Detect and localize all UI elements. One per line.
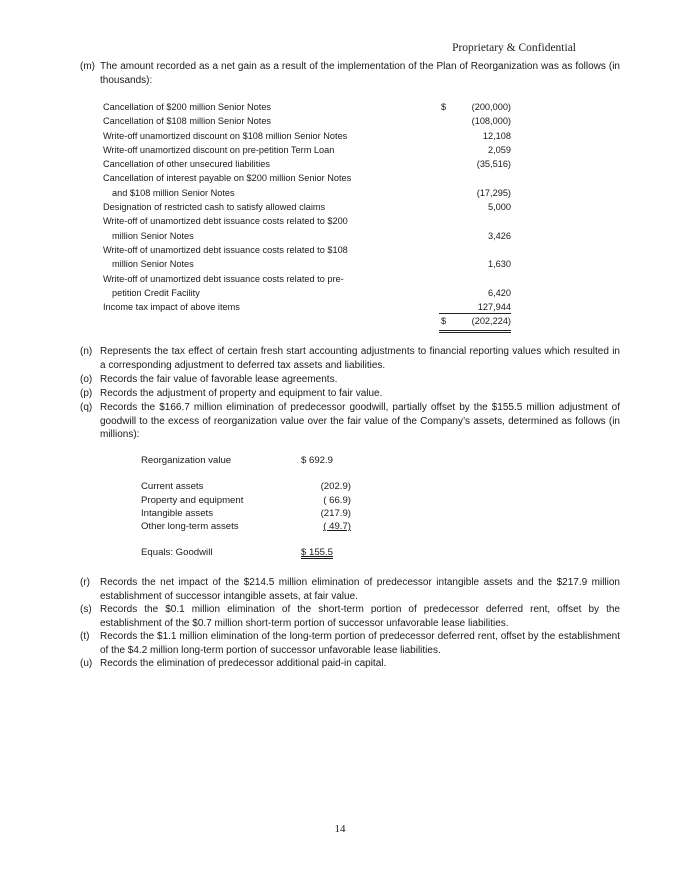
row-description	[103, 171, 403, 200]
goodwill-amount: $ 155.5	[301, 547, 334, 559]
row-amount: (200,000)	[471, 102, 511, 112]
gain-table	[103, 100, 523, 329]
row-amount: 6,420	[488, 287, 511, 298]
row-description: Cancellation of $200 million Senior Notes	[103, 102, 272, 112]
note-label: (n)	[80, 346, 93, 357]
note-text: The amount recorded as a net gain as a result of the implementation of the Plan of Reorganization was as follows (in thousands):	[100, 61, 620, 86]
table-row	[103, 100, 523, 114]
table-row	[103, 114, 523, 128]
table-row	[103, 200, 523, 214]
row-label: Property and equipment	[141, 494, 244, 506]
row-description: Income tax impact of above items	[103, 302, 240, 313]
currency-symbol: $	[441, 102, 447, 112]
row-description-line1: Cancellation of interest payable on $200 million Senior Notes	[103, 173, 352, 184]
table-row	[103, 214, 523, 243]
note-text: Records the $166.7 million elimination of predecessor goodwill, partially offset by the $155.5 million adjustment of goodwill to the excess of reorganization value over the fair value of the Company’s assets, determined as follows (in millions):	[100, 402, 620, 441]
note-m	[80, 60, 620, 87]
row-description: Designation of restricted cash to satisfy allowed claims	[103, 202, 326, 213]
table-row	[103, 129, 523, 143]
row-label: Current assets	[141, 481, 204, 493]
row-amount: 127,944	[477, 302, 511, 313]
row-amount: 12,108	[482, 130, 511, 141]
confidentiality-header: Proprietary & Confidential	[452, 42, 576, 54]
row-description-line1: Write-off of unamortized debt issuance costs related to pre-	[103, 273, 344, 284]
note-n	[80, 345, 620, 372]
note-text: Records the $0.1 million elimination of the short-term portion of predecessor deferred rent, offset by the establishment of the $0.7 million short-term portion of successor unfavorable lease liabilities.	[100, 604, 620, 629]
table-row	[103, 171, 523, 200]
row-description-line2: million Senior Notes	[112, 259, 194, 270]
row-amount: ( 66.9)	[323, 494, 351, 506]
note-u	[80, 657, 620, 671]
currency-symbol: $	[441, 316, 447, 327]
note-label: (u)	[80, 658, 93, 669]
note-p	[80, 387, 620, 401]
note-text: Records the elimination of predecessor additional paid-in capital.	[100, 658, 387, 669]
note-o	[80, 373, 620, 387]
row-amount: 3,426	[488, 230, 511, 241]
row-label: Other long-term assets	[141, 521, 239, 533]
table-total-row	[103, 314, 523, 328]
table-row	[103, 243, 523, 272]
note-text: Records the net impact of the $214.5 million elimination of predecessor intangible assets and the $217.9 million establishment of successor intangible assets, at fair value.	[100, 577, 620, 602]
table-row	[141, 454, 361, 467]
table-row	[103, 300, 523, 314]
table-total-row	[141, 546, 361, 559]
table-row	[141, 507, 361, 520]
note-s	[80, 603, 620, 630]
total-double-underline	[439, 330, 511, 333]
note-text: Records the fair value of favorable lease agreements.	[100, 374, 338, 385]
row-description: Write-off unamortized discount on $108 million Senior Notes	[103, 130, 348, 141]
row-description-line2: million Senior Notes	[112, 230, 194, 241]
row-amount: 1,630	[488, 259, 511, 270]
note-text: Records the $1.1 million elimination of the long-term portion of predecessor deferred rent, offset by the establishment of the $4.2 million long-term portion of successor unfavorable lease liabilities.	[100, 631, 620, 656]
note-label: (t)	[80, 631, 90, 642]
row-amount: (17,295)	[476, 187, 511, 198]
row-description-line1: Write-off of unamortized debt issuance costs related to $200	[103, 216, 348, 227]
note-label: (p)	[80, 388, 93, 399]
spacer	[141, 467, 361, 480]
note-q	[80, 401, 620, 442]
spacer	[141, 533, 361, 546]
note-label: (r)	[80, 577, 90, 588]
row-description-line2: petition Credit Facility	[112, 287, 200, 298]
page-number: 14	[334, 823, 346, 835]
row-amount: 2,059	[488, 144, 511, 155]
note-text: Represents the tax effect of certain fresh start accounting adjustments to financial reporting values which resulted in a corresponding adjustment to deferred tax assets and liabilities.	[100, 346, 620, 371]
row-description	[103, 214, 403, 243]
table-row	[141, 480, 361, 493]
row-amount: ( 49.7)	[323, 521, 351, 533]
row-amount: 5,000	[488, 202, 511, 213]
row-description-line2: and $108 million Senior Notes	[112, 187, 235, 198]
row-description	[103, 243, 403, 272]
note-label: (s)	[80, 604, 92, 615]
note-text: Records the adjustment of property and equipment to fair value.	[100, 388, 383, 399]
reorganization-value-label: Reorganization value	[141, 455, 232, 466]
row-amount: (217.9)	[320, 507, 351, 519]
note-label: (o)	[80, 374, 93, 385]
note-label: (m)	[80, 61, 95, 72]
table-row	[141, 520, 361, 533]
row-description	[103, 272, 403, 301]
row-label: Intangible assets	[141, 507, 213, 519]
table-row	[103, 143, 523, 157]
table-row	[103, 272, 523, 301]
row-description-line1: Write-off of unamortized debt issuance costs related to $108	[103, 244, 348, 255]
table-row	[141, 494, 361, 507]
goodwill-label: Equals: Goodwill	[141, 547, 213, 559]
reorganization-value-amount: $ 692.9	[301, 455, 334, 466]
row-description: Cancellation of other unsecured liabilities	[103, 159, 271, 170]
table-row	[103, 157, 523, 171]
row-amount: (108,000)	[471, 116, 511, 127]
note-t	[80, 630, 620, 657]
goodwill-table	[141, 454, 361, 560]
row-amount: (35,516)	[476, 159, 511, 170]
row-description: Cancellation of $108 million Senior Notes	[103, 116, 272, 127]
total-amount: (202,224)	[471, 316, 511, 327]
row-amount: (202.9)	[320, 481, 351, 493]
row-description: Write-off unamortized discount on pre-petition Term Loan	[103, 144, 335, 155]
note-label: (q)	[80, 402, 93, 413]
note-r	[80, 576, 620, 603]
